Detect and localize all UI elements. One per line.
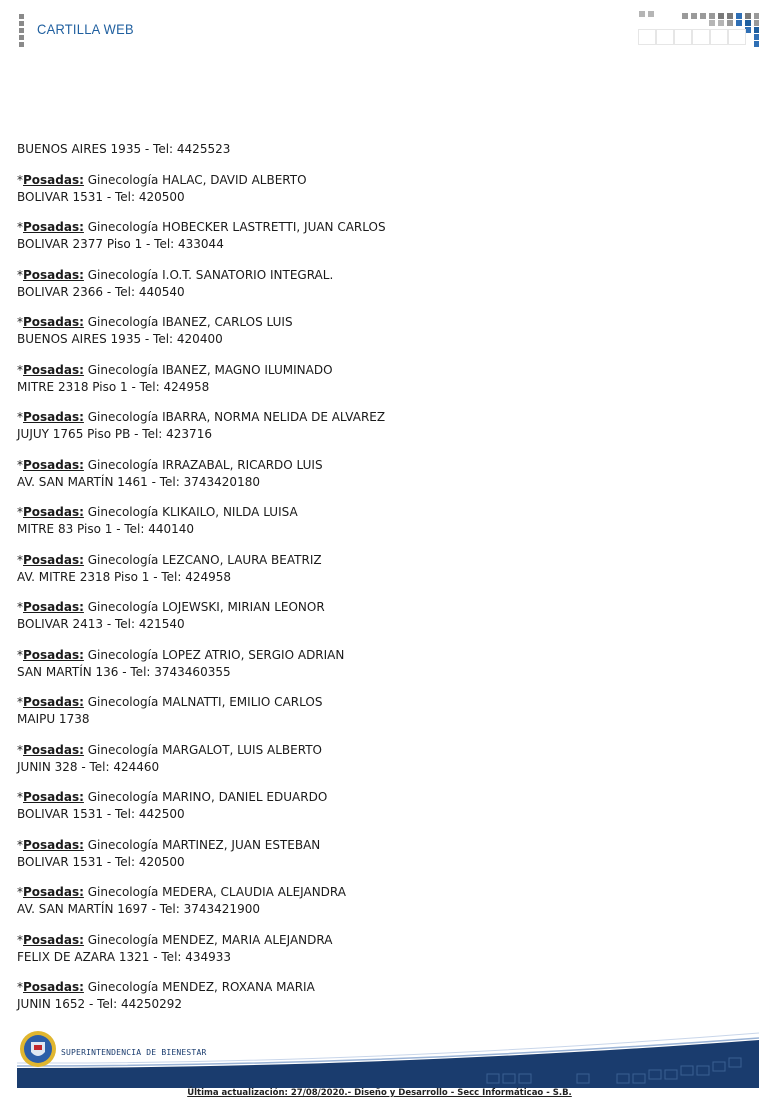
entry-location: Posadas:: [23, 410, 84, 424]
entry-location: Posadas:: [23, 267, 84, 282]
entry-address: BOLIVAR 1531 - Tel: 420500: [17, 189, 185, 204]
list-item: [17, 932, 617, 966]
list-item: [17, 647, 617, 681]
entry-specialty: Ginecología MARGALOT, LUIS ALBERTO: [87, 742, 322, 757]
entry-heading: *Posadas: Ginecología HALAC, DAVID ALBERTO: [17, 172, 307, 187]
entry-specialty: Ginecología IBARRA, NORMA NELIDA DE ALVAREZ: [87, 410, 386, 424]
page-title: CARTILLA WEB: [37, 21, 134, 37]
entry-address: BOLIVAR 2377 Piso 1 - Tel: 433044: [17, 237, 224, 251]
entry-location: Posadas:: [23, 980, 84, 994]
entry-location: Posadas:: [23, 220, 84, 234]
footer-update-text: Última actualización: 27/08/2020.- Diseño y Desarrollo - Secc Informáticao - S.B.: [187, 1088, 572, 1098]
entry-heading: *Posadas: Ginecología IBANEZ, MAGNO ILUMINADO: [17, 362, 333, 377]
entry-address: BOLIVAR 1531 - Tel: 420500: [17, 854, 185, 869]
entry-specialty: Ginecología IRRAZABAL, RICARDO LUIS: [87, 457, 323, 472]
list-item: [17, 599, 617, 633]
list-item: [17, 884, 617, 918]
entry-location: Posadas:: [23, 505, 84, 519]
entry-heading: *Posadas: Ginecología LOPEZ ATRIO, SERGIO ADRIAN: [17, 647, 345, 662]
entry-location: Posadas:: [23, 837, 84, 852]
list-item: [17, 362, 617, 396]
entry-heading: *Posadas: Ginecología MALNATTI, EMILIO CARLOS: [17, 695, 323, 709]
entry-specialty: Ginecología KLIKAILO, NILDA LUISA: [87, 505, 298, 519]
entry-location: Posadas:: [23, 885, 84, 899]
list-item: [17, 742, 617, 776]
shield-emblem-icon: [20, 1031, 56, 1067]
entry-location: Posadas:: [23, 600, 84, 614]
list-item: [17, 837, 617, 871]
entry-heading: *Posadas: Ginecología MARGALOT, LUIS ALBERTO: [17, 742, 322, 757]
entry-specialty: Ginecología HOBECKER LASTRETTI, JUAN CARLOS: [87, 220, 386, 234]
entry-location: Posadas:: [23, 172, 84, 187]
entry-address: FELIX DE AZARA 1321 - Tel: 434933: [17, 949, 232, 964]
entry-heading: *Posadas: Ginecología I.O.T. SANATORIO INTEGRAL.: [17, 267, 334, 282]
entry-heading: *Posadas: Ginecología IRRAZABAL, RICARDO LUIS: [17, 457, 323, 472]
entry-address: BOLIVAR 1531 - Tel: 442500: [17, 807, 185, 821]
entry-location: Posadas:: [23, 790, 84, 804]
entry-heading: *Posadas: Ginecología LOJEWSKI, MIRIAN LEONOR: [17, 600, 325, 614]
list-item: [17, 314, 617, 348]
entry-specialty: Ginecología IBANEZ, MAGNO ILUMINADO: [87, 362, 333, 377]
entry-specialty: Ginecología I.O.T. SANATORIO INTEGRAL.: [87, 267, 334, 282]
entry-location: Posadas:: [23, 457, 84, 472]
footer-banner: [17, 1028, 759, 1088]
list-item: [17, 172, 617, 206]
entry-specialty: Ginecología MEDERA, CLAUDIA ALEJANDRA: [87, 885, 346, 899]
list-item: [17, 979, 617, 1013]
header-side-bar-icon: [19, 14, 24, 46]
entry-heading: *Posadas: Ginecología HOBECKER LASTRETTI, JUAN CARLOS: [17, 220, 386, 234]
entry-specialty: Ginecología MENDEZ, MARIA ALEJANDRA: [87, 932, 333, 947]
entry-specialty: Ginecología LOJEWSKI, MIRIAN LEONOR: [87, 600, 325, 614]
entry-location: Posadas:: [23, 552, 84, 567]
entry-specialty: Ginecología MALNATTI, EMILIO CARLOS: [87, 695, 323, 709]
org-name: SUPERINTENDENCIA DE BIENESTAR: [61, 1048, 207, 1057]
entry-location: Posadas:: [23, 315, 84, 329]
entry-address: JUNIN 328 - Tel: 424460: [17, 759, 160, 774]
entry-address: AV. MITRE 2318 Piso 1 - Tel: 424958: [17, 569, 232, 584]
list-item: [17, 267, 617, 301]
entry-specialty: Ginecología LOPEZ ATRIO, SERGIO ADRIAN: [87, 647, 345, 662]
entry-address: JUNIN 1652 - Tel: 44250292: [17, 997, 183, 1011]
entry-address: BUENOS AIRES 1935 - Tel: 420400: [17, 332, 223, 346]
entry-specialty: Ginecología HALAC, DAVID ALBERTO: [87, 172, 307, 187]
list-item: [17, 219, 617, 253]
entry-heading: *Posadas: Ginecología MENDEZ, MARIA ALEJANDRA: [17, 932, 333, 947]
list-item: [17, 694, 617, 728]
entry-specialty: Ginecología MARTINEZ, JUAN ESTEBAN: [87, 837, 321, 852]
entry-heading: *Posadas: Ginecología MARTINEZ, JUAN ESTEBAN: [17, 837, 321, 852]
entry-address: MAIPU 1738: [17, 712, 90, 726]
entry-location: Posadas:: [23, 362, 84, 377]
entry-location: Posadas:: [23, 742, 84, 757]
directory-list: [17, 141, 617, 1013]
entry-heading: *Posadas: Ginecología IBANEZ, CARLOS LUIS: [17, 315, 293, 329]
entry-specialty: Ginecología IBANEZ, CARLOS LUIS: [87, 315, 293, 329]
entry-specialty: Ginecología LEZCANO, LAURA BEATRIZ: [87, 552, 322, 567]
entry-heading: *Posadas: Ginecología MENDEZ, ROXANA MARIA: [17, 980, 315, 994]
entry-address: MITRE 2318 Piso 1 - Tel: 424958: [17, 379, 210, 394]
entry-heading: *Posadas: Ginecología LEZCANO, LAURA BEATRIZ: [17, 552, 322, 567]
entry-heading: *Posadas: Ginecología MARINO, DANIEL EDUARDO: [17, 790, 328, 804]
entry-address: JUJUY 1765 Piso PB - Tel: 423716: [17, 427, 212, 441]
list-item: [17, 409, 617, 443]
entry-address: BOLIVAR 2413 - Tel: 421540: [17, 617, 185, 631]
entry-address: SAN MARTÍN 136 - Tel: 3743460355: [17, 664, 231, 679]
entry-location: Posadas:: [23, 932, 84, 947]
entry-address: AV. SAN MARTÍN 1697 - Tel: 3743421900: [17, 902, 260, 916]
entry-address: BOLIVAR 2366 - Tel: 440540: [17, 284, 185, 299]
list-item: [17, 789, 617, 823]
entry-address: AV. SAN MARTÍN 1461 - Tel: 3743420180: [17, 474, 260, 489]
entry-location: Posadas:: [23, 647, 84, 662]
entry-address: MITRE 83 Piso 1 - Tel: 440140: [17, 522, 195, 536]
list-item: [17, 504, 617, 538]
list-item: [17, 457, 617, 491]
header-decoration-icon: [636, 11, 759, 47]
entry-heading: *Posadas: Ginecología KLIKAILO, NILDA LUISA: [17, 505, 298, 519]
continued-address: BUENOS AIRES 1935 - Tel: 4425523: [17, 142, 231, 156]
entry-location: Posadas:: [23, 695, 84, 709]
list-item: [17, 552, 617, 586]
entry-heading: *Posadas: Ginecología IBARRA, NORMA NELIDA DE ALVAREZ: [17, 410, 386, 424]
entry-specialty: Ginecología MENDEZ, ROXANA MARIA: [87, 980, 315, 994]
entry-specialty: Ginecología MARINO, DANIEL EDUARDO: [87, 790, 328, 804]
entry-heading: *Posadas: Ginecología MEDERA, CLAUDIA ALEJANDRA: [17, 885, 346, 899]
